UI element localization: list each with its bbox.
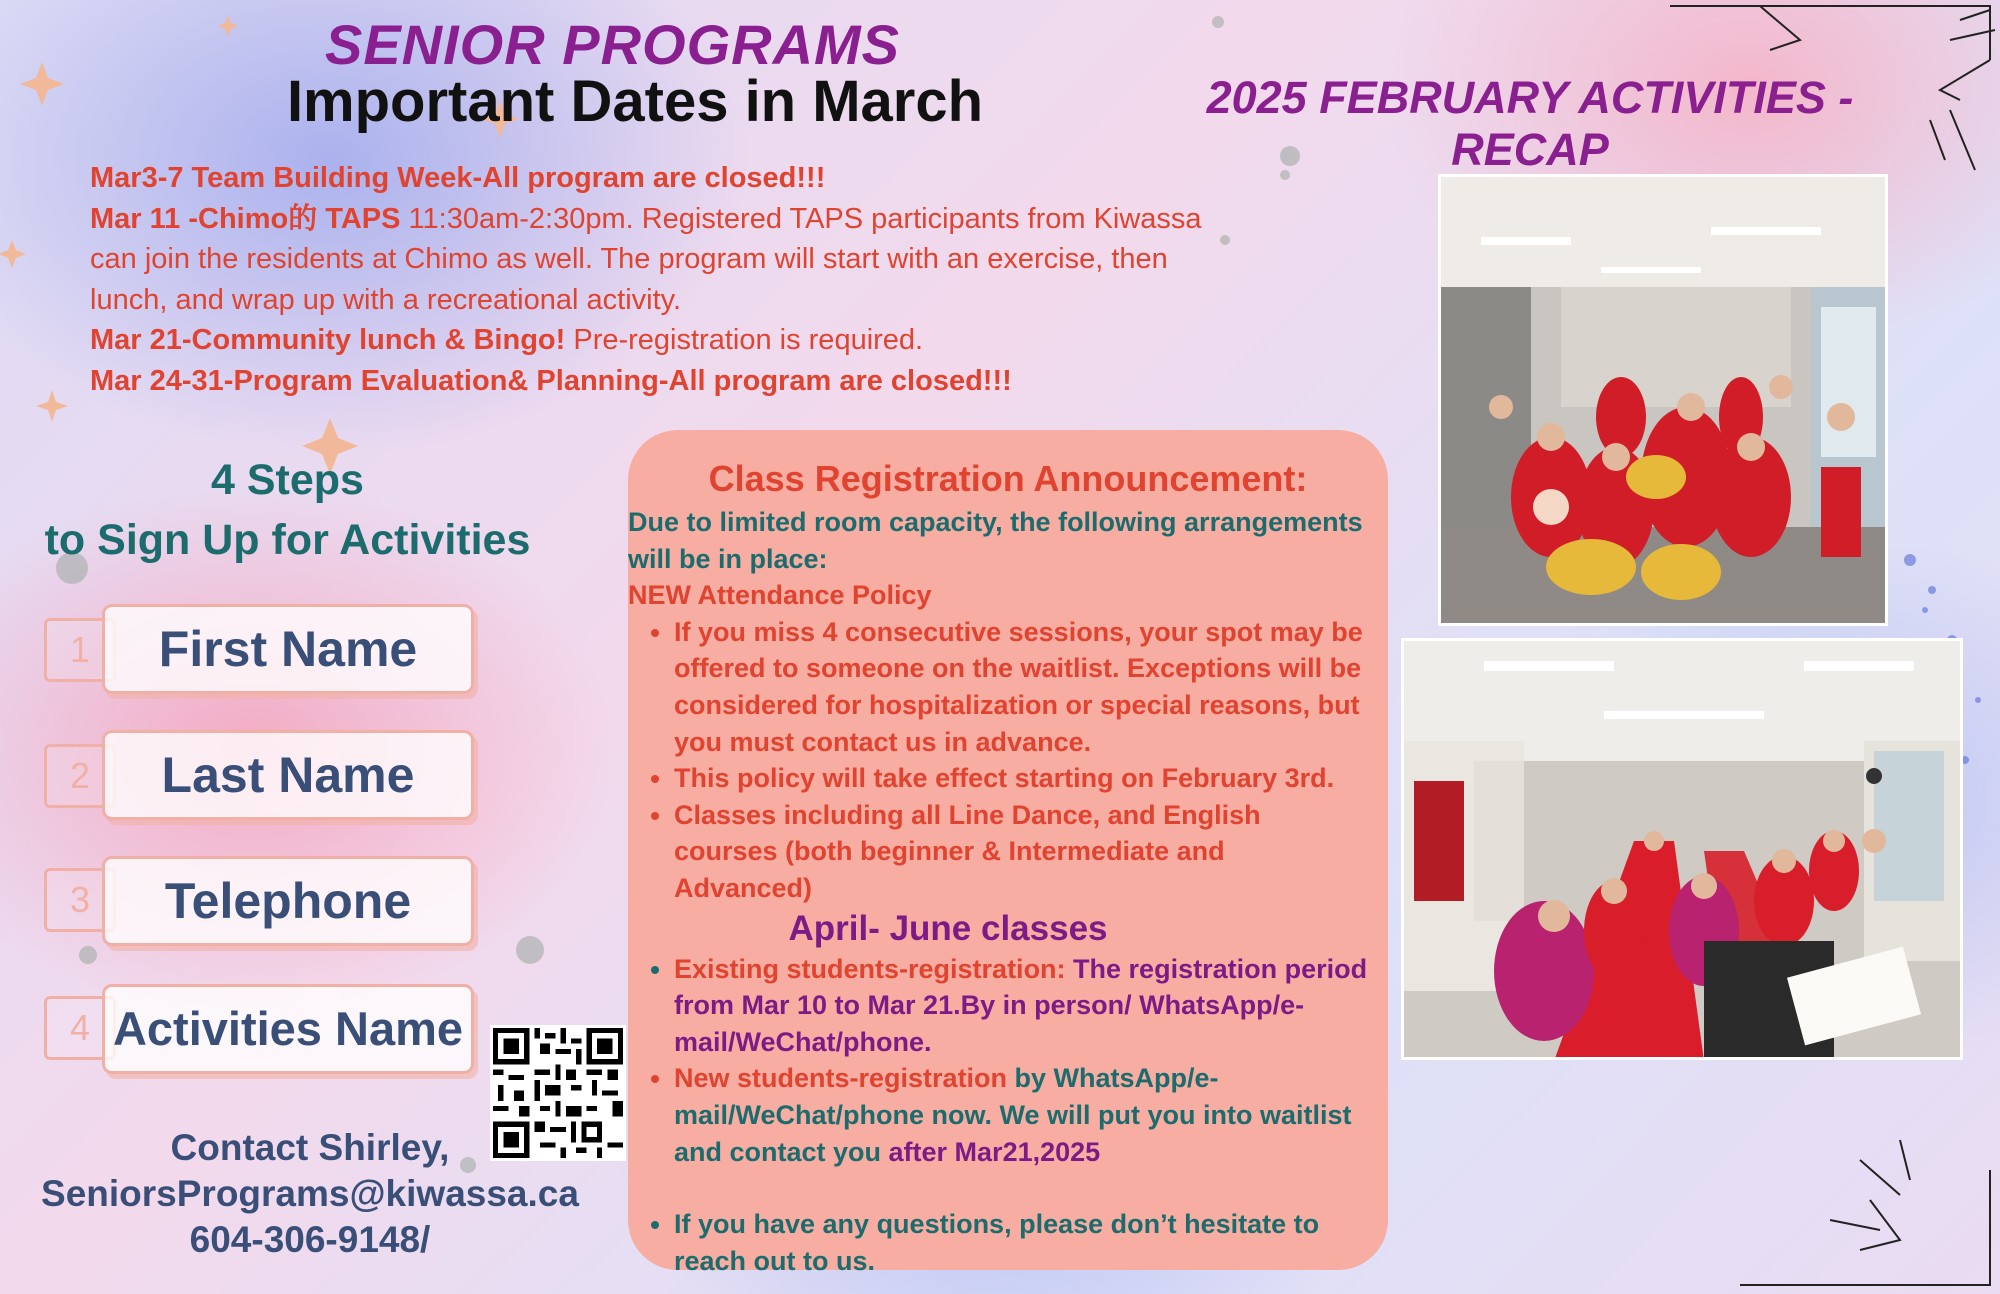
steps-heading (0, 450, 575, 570)
april-june-heading: April- June classes (788, 908, 1108, 948)
list-item: • This policy will take effect starting on February 3rd. (674, 760, 1368, 797)
policy-heading: NEW Attendance Policy (628, 580, 932, 611)
announcement-title: Class Registration Announcement: (708, 458, 1308, 499)
questions-list (628, 1206, 1368, 1279)
contact-name: Contact Shirley, (170, 1127, 450, 1168)
step-number-4: 4 (44, 996, 116, 1060)
registration-list (628, 951, 1368, 1171)
list-item: • New students-registration by WhatsApp/e-mail/WeChat/phone now. We will put you into waitlist and contact you after Mar21,2025 (674, 1060, 1368, 1170)
date-item: Mar3-7 Team Building Week-All program are closed!!! (90, 162, 826, 194)
step-number-1: 1 (44, 618, 116, 682)
steps-heading-line1: 4 Steps (211, 456, 364, 504)
step-last-name: Last Name (102, 730, 474, 820)
steps-heading-line2: to Sign Up for Activities (44, 516, 531, 564)
senior-programs-title: SENIOR PROGRAMS (324, 13, 901, 76)
important-dates-title: Important Dates in March (286, 69, 984, 134)
photo-community-lunch (1401, 638, 1963, 1060)
announcement-intro: Due to limited room capacity, the following arrangements will be in place: (628, 507, 1363, 574)
step-telephone: Telephone (102, 856, 474, 946)
recap-title: 2025 FEBRUARY ACTIVITIES - RECAP (1206, 72, 1854, 175)
date-item: Mar 24-31-Program Evaluation& Planning-All program are closed!!! (90, 364, 1012, 397)
step-number-2: 2 (44, 744, 116, 808)
step-number-3: 3 (44, 868, 116, 932)
photo-image (1441, 177, 1888, 626)
date-item: Mar 11 -Chimo的 TAPS 11:30am-2:30pm. Registered TAPS participants from Kiwassa can join the residents at Chimo as well. The program will start with an exercise, then lunch, and wrap up with a recreational activity. (90, 202, 1202, 316)
date-item: Mar 21-Community lunch & Bingo! Pre-registration is required. (90, 324, 924, 356)
contact-info (0, 1125, 620, 1263)
list-item: • If you miss 4 consecutive sessions, your spot may be offered to someone on the waitlist. Exceptions will be considered for hospitalization or special reasons, but you must contact us in advance. (674, 614, 1368, 760)
announcement-body (628, 504, 1368, 1279)
list-item: • If you have any questions, please don’t hesitate to reach out to us. (674, 1206, 1368, 1279)
contact-phone[interactable]: 604-306-9148/ (189, 1219, 431, 1260)
policy-list (628, 614, 1368, 907)
photo-lion-dance-group (1438, 174, 1888, 626)
list-item: • Classes including all Line Dance, and English courses (both beginner & Intermediate and Advanced) (674, 797, 1368, 907)
photo-image (1404, 641, 1963, 1060)
step-first-name: First Name (102, 604, 474, 694)
contact-email[interactable]: SeniorsPrograms@kiwassa.ca (41, 1173, 579, 1214)
step-activities-name: Activities Name (102, 984, 474, 1074)
march-dates-list (90, 158, 1210, 401)
list-item: • Existing students-registration: The registration period from Mar 10 to Mar 21.By in person/ WhatsApp/e-mail/WeChat/phone. (674, 951, 1368, 1061)
